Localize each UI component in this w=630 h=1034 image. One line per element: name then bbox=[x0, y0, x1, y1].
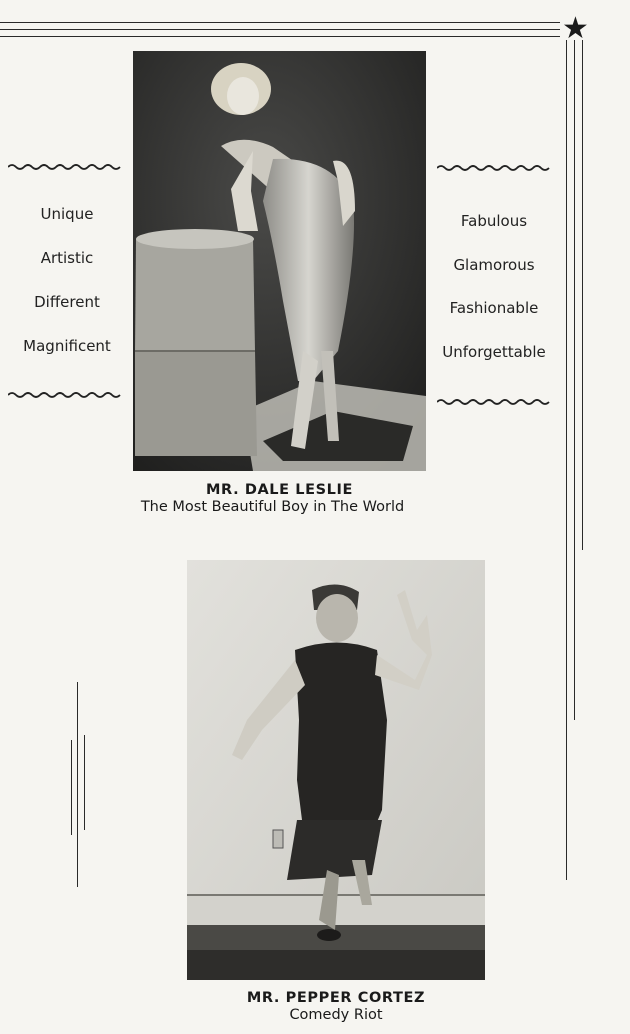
performer-photo-dale-leslie bbox=[133, 51, 426, 471]
wave-divider-right-bottom bbox=[437, 397, 551, 407]
adjective-left: Artistic bbox=[40, 249, 94, 267]
left-rule-2 bbox=[71, 740, 72, 835]
right-rule-3 bbox=[582, 40, 583, 550]
wave-divider-right-top bbox=[437, 163, 551, 173]
adjective-left: Magnificent bbox=[23, 337, 111, 355]
top-rule-2 bbox=[0, 29, 560, 30]
performer-tagline: The Most Beautiful Boy in The World bbox=[140, 499, 405, 515]
top-rule-1 bbox=[0, 22, 560, 23]
adjective-left: Unique bbox=[40, 205, 94, 223]
performer-photo-pepper-cortez bbox=[187, 560, 485, 980]
performer-tagline: Comedy Riot bbox=[289, 1007, 383, 1023]
left-rule-3 bbox=[84, 735, 85, 830]
wave-divider-left-bottom bbox=[8, 390, 122, 400]
performer-name: MR. DALE LESLIE bbox=[206, 482, 353, 498]
right-rule-2 bbox=[574, 40, 575, 720]
adjective-right: Fabulous bbox=[460, 212, 528, 230]
wave-divider-left-top bbox=[8, 162, 122, 172]
performer-name: MR. PEPPER CORTEZ bbox=[246, 990, 426, 1006]
right-rule-1 bbox=[566, 40, 567, 880]
adjective-right: Glamorous bbox=[453, 256, 535, 274]
adjective-left: Different bbox=[34, 293, 100, 311]
top-rule-3 bbox=[0, 36, 560, 37]
left-rule-1 bbox=[77, 682, 78, 887]
star-icon: ★ bbox=[562, 11, 589, 46]
adjective-right: Fashionable bbox=[449, 299, 539, 317]
adjective-right: Unforgettable bbox=[442, 343, 546, 361]
